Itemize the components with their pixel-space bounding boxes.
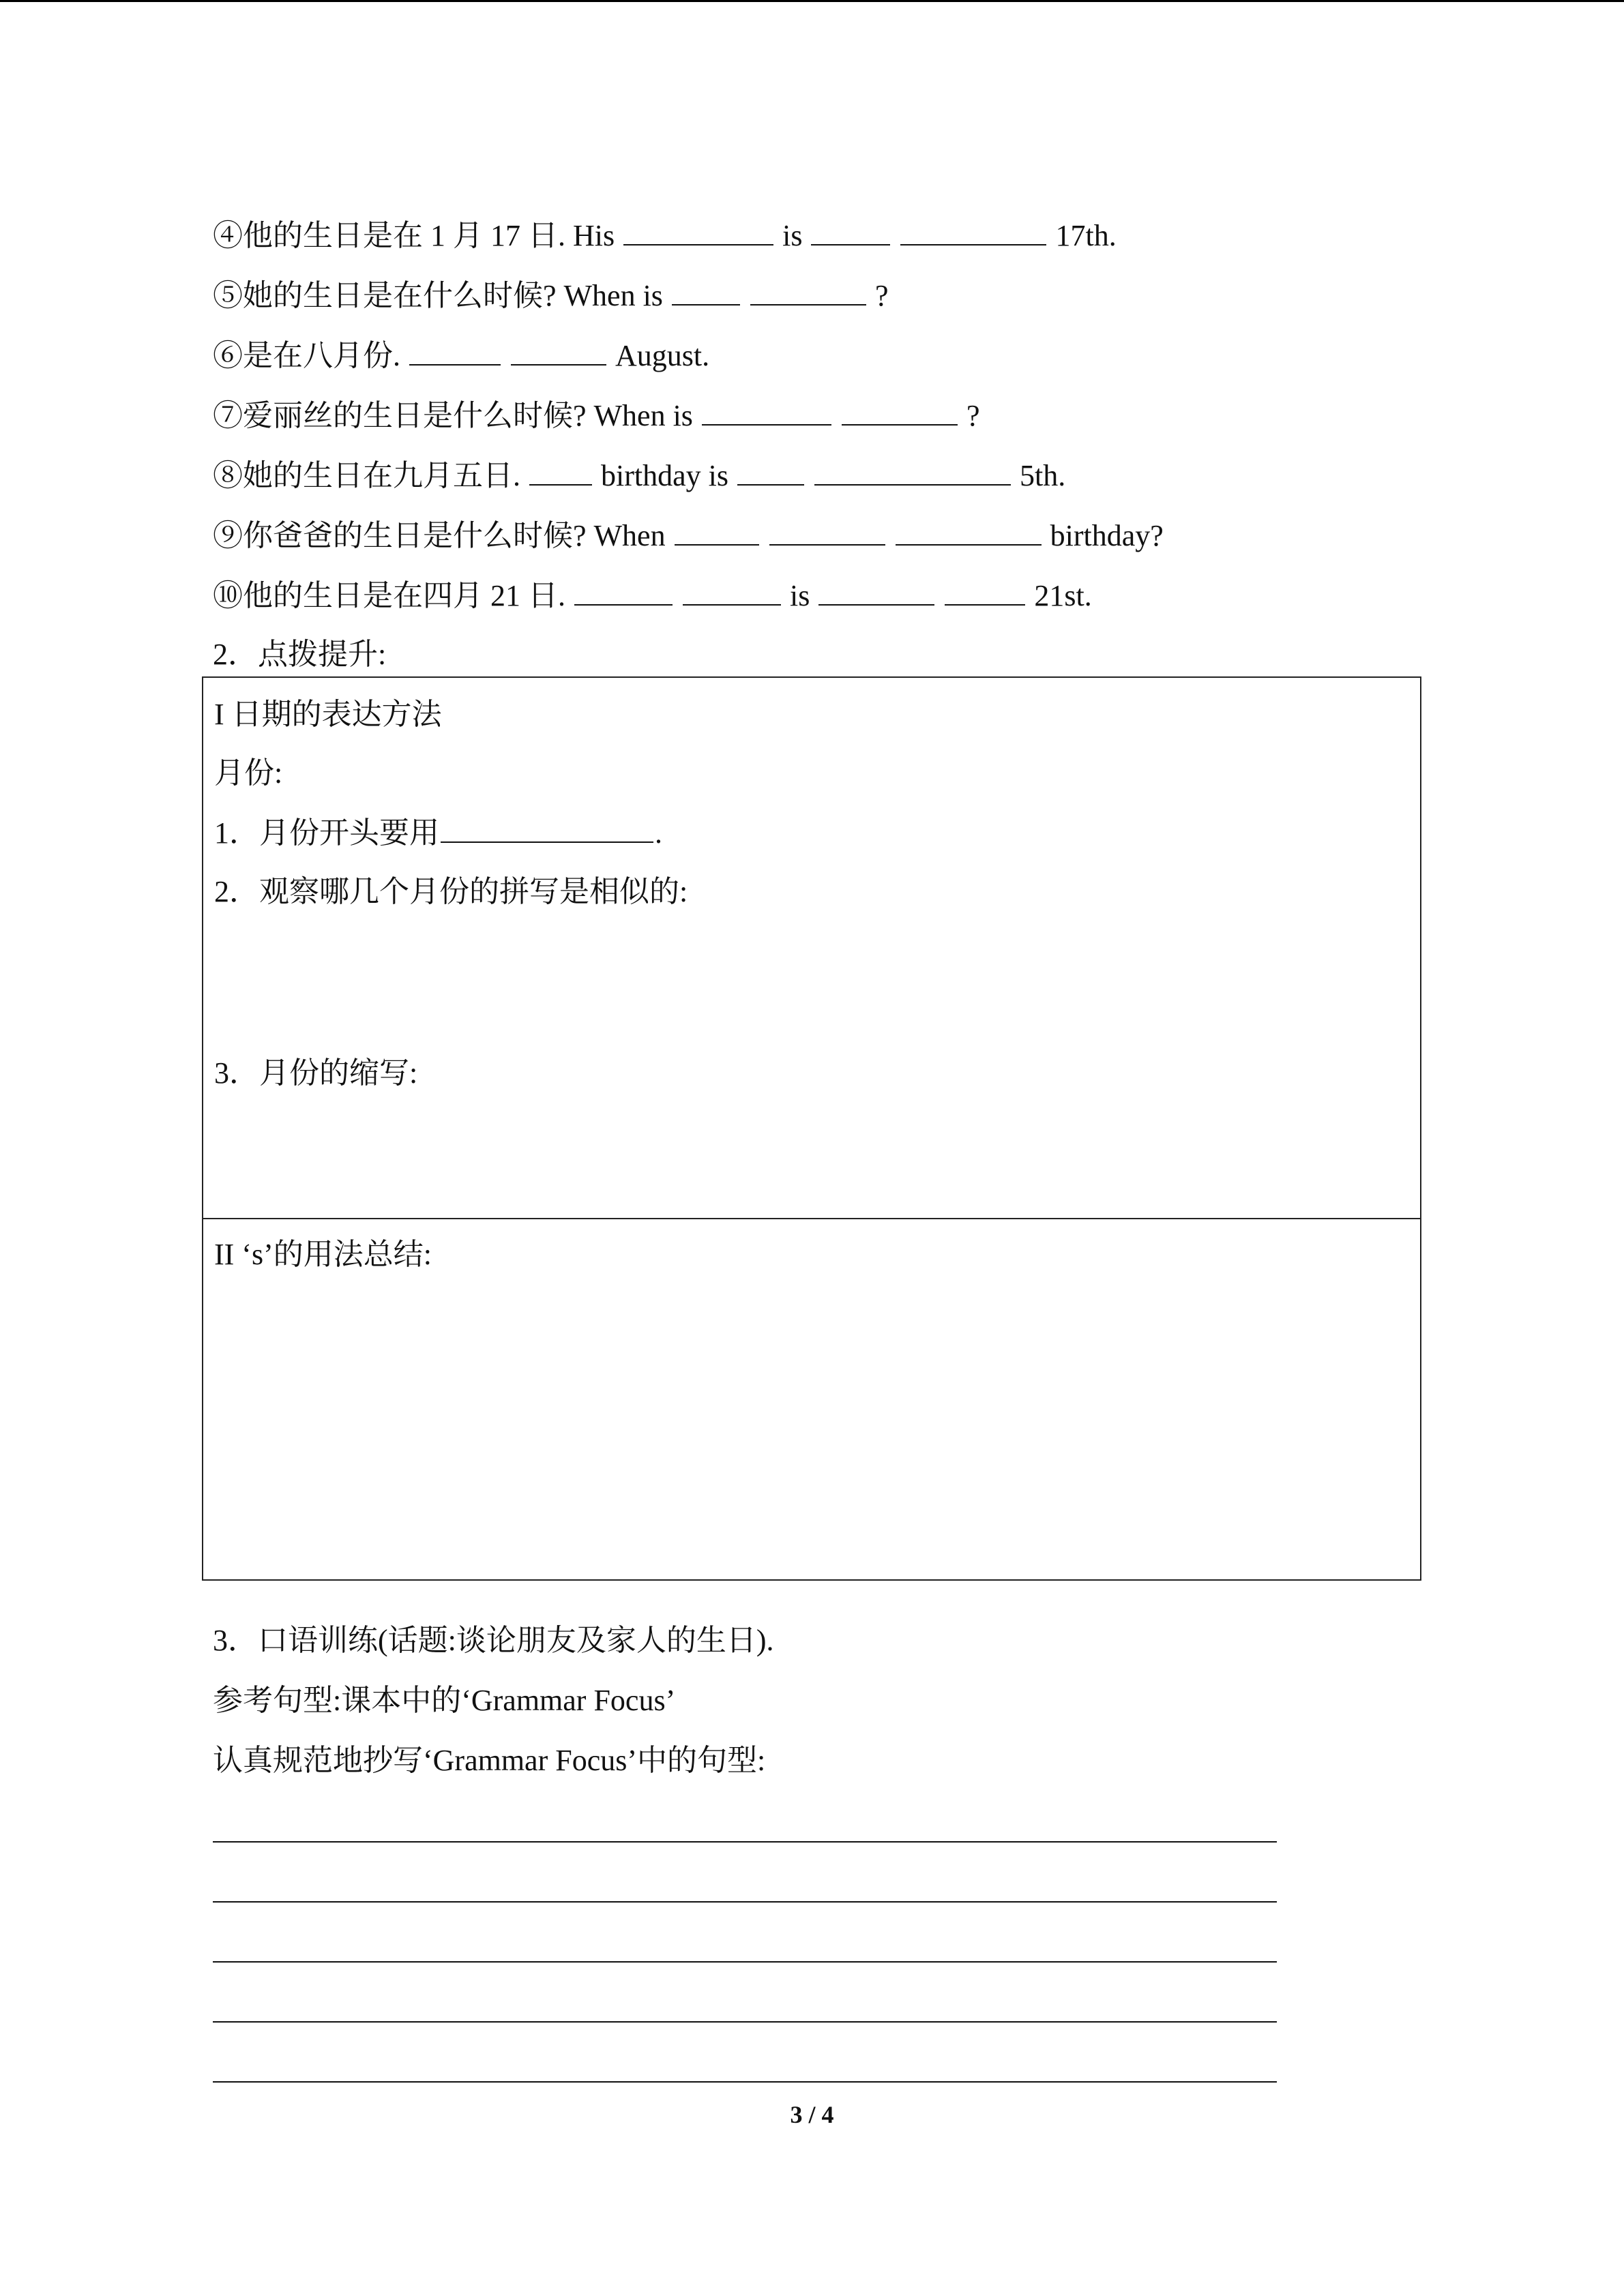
writing-line[interactable] <box>213 1841 1277 1843</box>
answer-blank[interactable] <box>574 577 673 606</box>
exercise-ending: ? <box>874 279 889 312</box>
box1-item1 <box>214 814 662 852</box>
exercise-prompt: ⑨你爸爸的生日是什么时候? When <box>213 519 673 552</box>
writing-line[interactable] <box>213 2081 1277 2083</box>
capital-letter-blank[interactable] <box>441 814 653 843</box>
exercise-prompt: ⑦爱丽丝的生日是什么时候? When is <box>213 399 700 432</box>
exercise-ending: August. <box>615 339 710 372</box>
date-expression-box <box>202 676 1421 1219</box>
exercise-line <box>213 397 979 435</box>
answer-blank[interactable] <box>702 397 831 426</box>
answer-blank[interactable] <box>769 517 885 546</box>
copy-instruction: 认真规范地抄写‘Grammar Focus’中的句型: <box>213 1744 766 1777</box>
box1-title: I 日期的表达方法 <box>214 698 442 731</box>
box1-item3: 3．月份的缩写: <box>214 1056 418 1090</box>
exercise-prompt: ⑥是在八月份. <box>213 339 408 372</box>
box1-item2: 2．观察哪几个月份的拼写是相似的: <box>214 875 688 908</box>
answer-blank[interactable] <box>842 397 958 426</box>
exercise-line <box>213 577 1092 615</box>
exercise-prompt: ⑩他的生日是在四月 21 日. <box>213 579 573 612</box>
exercise-ending: 17th. <box>1048 219 1117 252</box>
answer-blank[interactable] <box>511 337 606 366</box>
box1-item1-text: 1．月份开头要用 <box>214 816 439 850</box>
box2-title: II ‘s’的用法总结: <box>214 1238 432 1271</box>
answer-blank[interactable] <box>675 517 759 546</box>
exercise-line <box>213 277 888 315</box>
exercise-ending: ? <box>966 399 980 432</box>
box1-item1-end: . <box>655 816 662 850</box>
section3-heading: 3．口语训练(话题:谈论朋友及家人的生日). <box>213 1624 774 1657</box>
answer-blank[interactable] <box>409 337 501 366</box>
top-border <box>0 0 1624 2</box>
answer-blank[interactable] <box>814 457 1011 486</box>
answer-blank[interactable] <box>683 577 781 606</box>
reference-text: 参考句型:课本中的‘Grammar Focus’ <box>213 1684 676 1717</box>
answer-blank[interactable] <box>811 217 890 245</box>
answer-blank[interactable] <box>818 577 934 606</box>
months-label: 月份: <box>214 756 283 790</box>
writing-line[interactable] <box>213 1961 1277 1963</box>
exercise-prompt: ⑤她的生日是在什么时候? When is <box>213 279 670 312</box>
section2-heading: 2．点拨提升: <box>213 638 387 671</box>
exercise-line <box>213 457 1065 495</box>
answer-blank[interactable] <box>896 517 1042 546</box>
exercise-line <box>213 337 709 375</box>
exercise-line <box>213 217 1117 255</box>
page-number: 3 / 4 <box>790 2101 834 2128</box>
exercise-ending: birthday? <box>1050 519 1164 552</box>
exercise-text: is <box>790 579 818 612</box>
answer-blank[interactable] <box>900 217 1046 245</box>
exercise-prompt: ④他的生日是在 1 月 17 日. His <box>213 219 623 252</box>
answer-blank[interactable] <box>529 457 592 486</box>
exercise-ending: 21st. <box>1027 579 1092 612</box>
writing-line[interactable] <box>213 1901 1277 1903</box>
exercise-text: is <box>782 219 810 252</box>
answer-blank[interactable] <box>945 577 1025 606</box>
exercise-line <box>213 517 1164 555</box>
answer-blank[interactable] <box>750 277 866 305</box>
exercise-prompt: ⑧她的生日在九月五日. <box>213 459 528 492</box>
writing-line[interactable] <box>213 2021 1277 2023</box>
answer-blank[interactable] <box>623 217 773 245</box>
answer-blank[interactable] <box>737 457 804 486</box>
apostrophe-s-box <box>202 1218 1421 1581</box>
exercise-ending: 5th. <box>1012 459 1066 492</box>
exercise-text: birthday is <box>601 459 736 492</box>
answer-blank[interactable] <box>672 277 740 305</box>
